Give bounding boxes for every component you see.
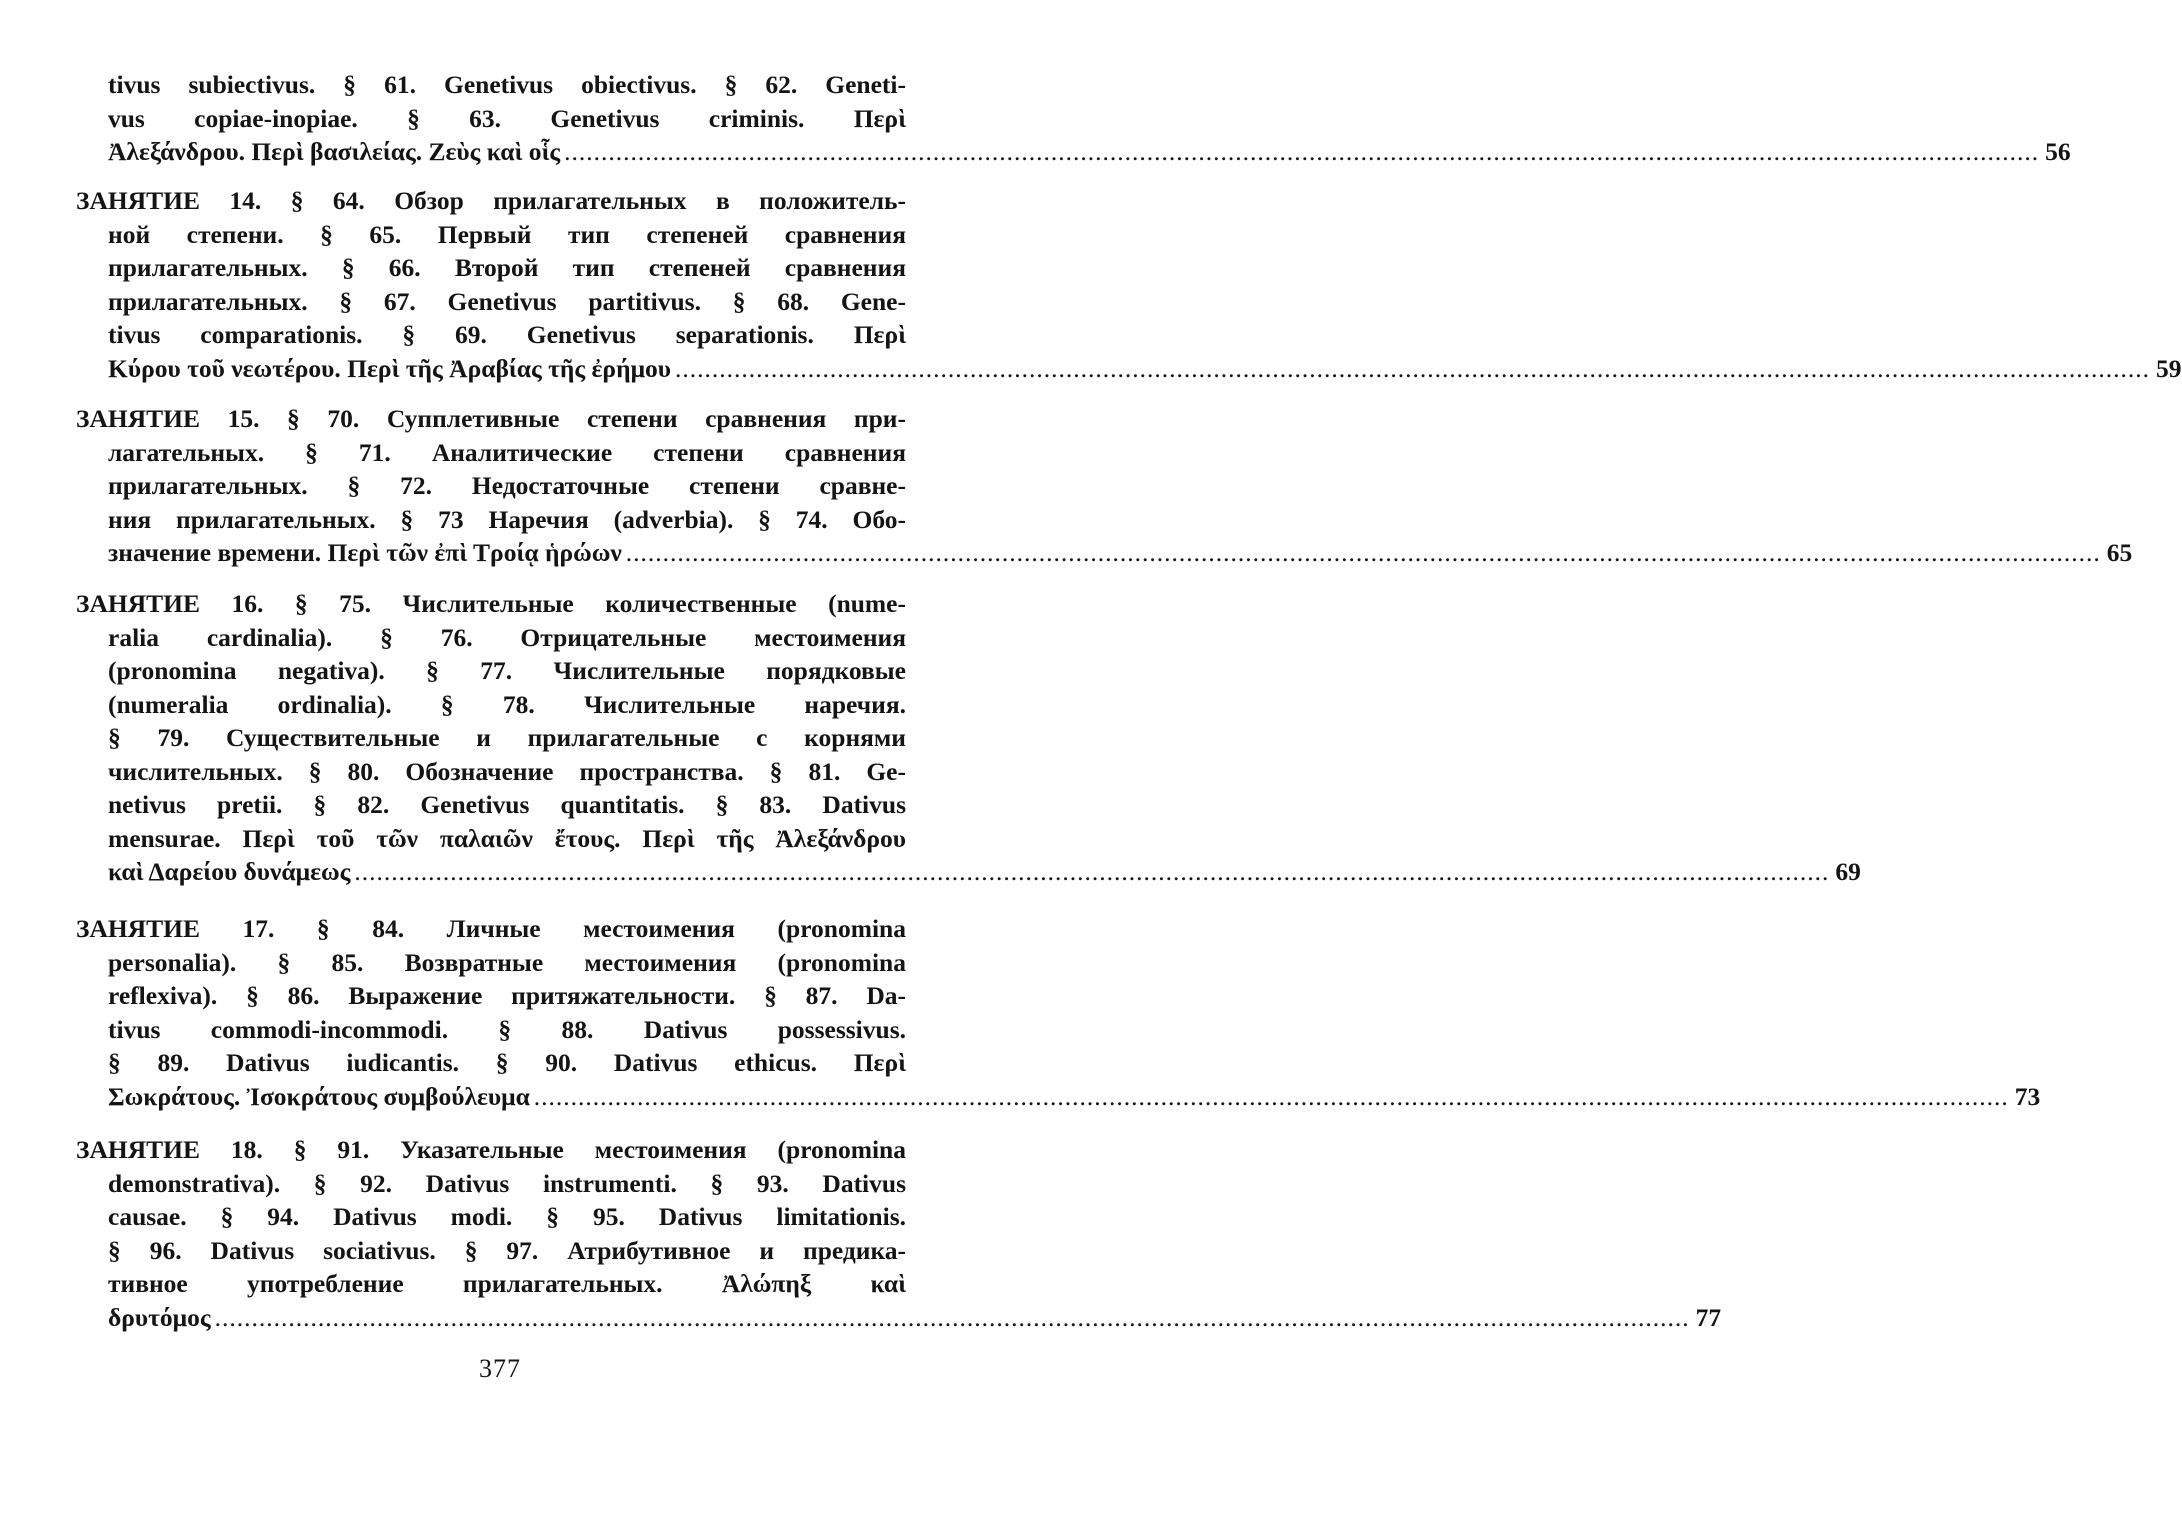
toc-line (76, 855, 1861, 889)
dot-leader: ........................................................................................................................................................................................................ (564, 137, 2040, 166)
dot-leader: ........................................................................................................................................................................................................ (675, 353, 2151, 383)
toc-page-number: 59 (2156, 353, 2182, 383)
toc-entry (76, 402, 2133, 570)
toc-line-text: δρυτόμος (108, 1302, 211, 1332)
toc-entry (76, 912, 2041, 1113)
toc-line: ЗАНЯТИЕ 16. § 75. Числительные количественные (nume- (76, 589, 906, 618)
toc-line: vus copiae-inopiae. § 63. Genetivus criminis. Περὶ (108, 103, 906, 133)
toc-line (76, 1080, 2041, 1114)
toc-line: tivus subiectivus. § 61. Genetivus obiectivus. § 62. Geneti- (108, 70, 906, 99)
toc-line: ЗАНЯТИЕ 14. § 64. Обзор прилагательных в положитель- (76, 186, 906, 215)
toc-line: ЗАНЯТИЕ 17. § 84. Личные местоимения (pronomina (76, 914, 906, 943)
toc-line: прилагательных. § 72. Недостаточные степени сравне- (108, 471, 906, 500)
toc-line-text: Κύρου τοῦ νεωτέρου. Περὶ τῆς Ἀραβίας τῆς ἐρήμου (108, 353, 672, 383)
toc-line (76, 352, 2182, 386)
toc-line: тивное употребление прилагательных. Ἀλώπηξ καὶ (108, 1269, 906, 1298)
toc-entry (108, 68, 2071, 169)
toc-line: tivus commodi-incommodi. § 88. Dativus possessivus. (108, 1014, 906, 1044)
toc-line: ной степени. § 65. Первый тип степеней сравнения (108, 219, 906, 249)
toc-page-number: 56 (2045, 137, 2071, 166)
dot-leader: ........................................................................................................................................................................................................ (354, 857, 1830, 886)
toc-line: (numeralia ordinalia). § 78. Числительные наречия. (108, 689, 906, 719)
toc-line: § 96. Dativus sociativus. § 97. Атрибутивное и предика- (108, 1235, 906, 1265)
toc-line: прилагательных. § 67. Genetivus partitivus. § 68. Gene- (108, 286, 906, 316)
toc-line (76, 536, 2133, 570)
toc-line: causae. § 94. Dativus modi. § 95. Dativus limitationis. (108, 1202, 906, 1231)
toc-entry (76, 1133, 1722, 1334)
toc-page-number: 73 (2014, 1081, 2041, 1111)
dot-leader: ........................................................................................................................................................................................................ (533, 1081, 2009, 1111)
toc-line (108, 135, 2071, 169)
toc-line-text: Ἀλεξάνδρου. Περὶ βασιλείας. Ζεὺς καὶ οἷς (108, 137, 561, 166)
toc-line: reflexiva). § 86. Выражение притяжательности. § 87. Da- (108, 981, 906, 1010)
toc-line (76, 1301, 1722, 1335)
toc-page-number: 77 (1695, 1302, 1722, 1332)
toc-line: § 79. Существительные и прилагательные с корнями (108, 723, 906, 752)
toc-line: ЗАНЯТИЕ 15. § 70. Супплетивные степени сравнения при- (76, 404, 906, 433)
page-folio: 377 (479, 1354, 521, 1383)
toc-line: числительных. § 80. Обозначение пространства. § 81. Ge- (108, 756, 906, 786)
dot-leader: ........................................................................................................................................................................................................ (625, 538, 2101, 567)
toc-page-number: 69 (1835, 857, 1861, 886)
toc-line: tivus comparationis. § 69. Genetivus separationis. Περὶ (108, 320, 906, 349)
toc-line: ralia cardinalia). § 76. Отрицательные местоимения (108, 622, 906, 652)
toc-line: demonstrativa). § 92. Dativus instrumenti. § 93. Dativus (108, 1168, 906, 1198)
toc-line: personalia). § 85. Возвратные местоимения (pronomina (108, 947, 906, 977)
toc-line-text: καὶ Δαρείου δυνάμεως (108, 857, 351, 886)
toc-line: ния прилагательных. § 73 Наречия (adverbia). § 74. Обо- (108, 504, 906, 534)
toc-entry (76, 184, 2182, 385)
toc-line: netivus pretii. § 82. Genetivus quantitatis. § 83. Dativus (108, 790, 906, 819)
toc-page-number: 65 (2106, 538, 2133, 567)
toc-line-text: Σωκράτους. Ἰσοκράτους συμβούλευμα (108, 1081, 530, 1111)
toc-line: лагательных. § 71. Аналитические степени сравнения (108, 437, 906, 467)
dot-leader: ........................................................................................................................................................................................................ (214, 1302, 1690, 1332)
toc-entry (76, 587, 1861, 889)
toc-line: (pronomina negativa). § 77. Числительные порядковые (108, 656, 906, 685)
toc-line: ЗАНЯТИЕ 18. § 91. Указательные местоимения (pronomina (76, 1135, 906, 1164)
toc-line: прилагательных. § 66. Второй тип степеней сравнения (108, 253, 906, 282)
toc-line-text: значение времени. Περὶ τῶν ἐπὶ Τροίᾳ ἡρώων (108, 538, 622, 567)
toc-line: § 89. Dativus iudicantis. § 90. Dativus ethicus. Περὶ (108, 1048, 906, 1077)
toc-line: mensurae. Περὶ τοῦ τῶν παλαιῶν ἔτους. Περὶ τῆς Ἀλεξάνδρου (108, 823, 906, 853)
